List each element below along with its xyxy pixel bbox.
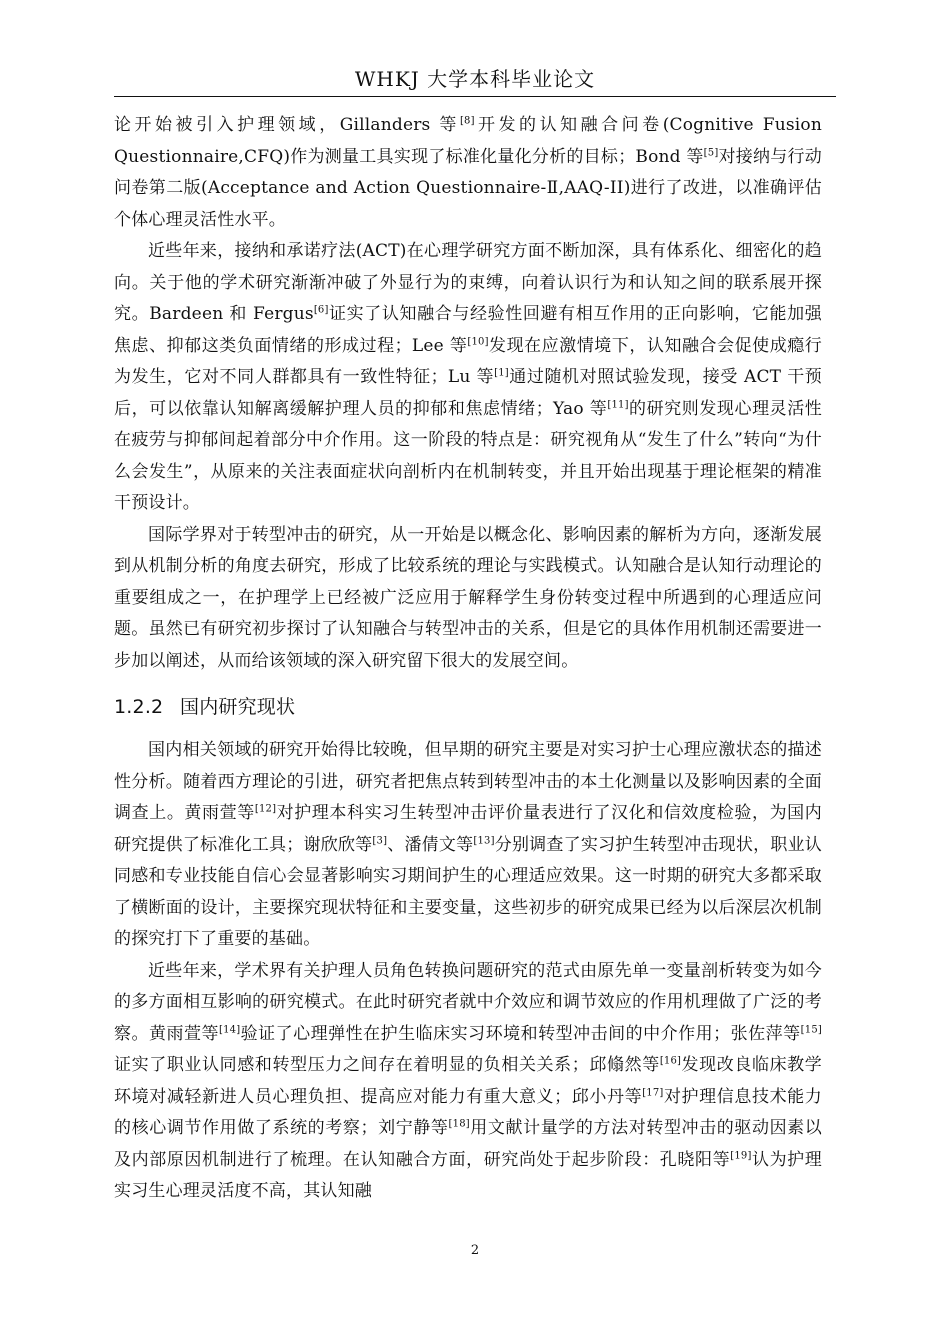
paragraph xyxy=(114,735,822,956)
citation-ref: [6] xyxy=(313,304,329,316)
section-heading xyxy=(114,692,822,722)
page-header xyxy=(114,62,836,97)
header-title: WHKJ 大学本科毕业论文 xyxy=(354,67,596,91)
citation-ref: [19] xyxy=(730,1149,752,1161)
text-run: 证实了认知融合与经验性回避有相互作用的正向影响，它能加强焦虑、抑郁这类负面情绪的形成过程；Lee 等 xyxy=(114,304,822,356)
paragraph xyxy=(114,236,822,520)
text-run: 的研究则发现心理灵活性在疲劳与抑郁间起着部分中介作用。这一阶段的特点是：研究视角从“发生了什么”转向“为什么会发生”，从原来的关注表面症状向剖析内在机制转变，并且开始出现基于理论框架的精准干预设计。 xyxy=(114,398,822,513)
text-run: 认为护理实习生心理灵活度不高，其认知融 xyxy=(114,1149,822,1201)
citation-ref: [3] xyxy=(372,834,388,846)
paragraph xyxy=(114,520,822,678)
text-run: 开发的认知融合问卷(Cognitive Fusion Questionnaire,CFQ)作为测量工具实现了标准化量化分析的目标；Bond 等 xyxy=(114,115,822,167)
citation-ref: [5] xyxy=(703,146,719,158)
citation-ref: [18] xyxy=(448,1118,470,1130)
citation-ref: [16] xyxy=(659,1055,682,1067)
citation-ref: [11] xyxy=(607,398,629,410)
text-run: 对护理本科实习生转型冲击评价量表进行了汉化和信效度检验，为国内研究提供了标准化工具；谢欣欣等 xyxy=(114,803,822,855)
text-run: 发现在应激情境下，认知融合会促使成瘾行为发生，它对不同人群都具有一致性特征；Lu 等 xyxy=(114,335,822,387)
citation-ref: [10] xyxy=(467,335,489,347)
citation-ref: [14] xyxy=(219,1023,241,1035)
text-run: 分别调查了实习护生转型冲击现状，职业认同感和专业技能自信心会显著影响实习期间护生的心理适应效果。这一时期的研究大多都采取了横断面的设计，主要探究现状特征和主要变量，这些初步的研究成果已经为以后深层次机制的探究打下了重要的基础。 xyxy=(114,834,823,949)
text-run: 国内相关领域的研究开始得比较晚，但早期的研究主要是对实习护士心理应激状态的描述性分析。随着西方理论的引进，研究者把焦点转到转型冲击的本土化测量以及影响因素的全面调查上。黄雨萱等 xyxy=(114,740,822,823)
text-run: 发现改良临床教学环境对减轻新进人员心理负担、提高应对能力有重大意义；邱小丹等 xyxy=(114,1055,822,1107)
text-run: 、潘倩文等 xyxy=(387,834,474,855)
citation-ref: [13] xyxy=(473,834,495,846)
text-run: 验证了心理弹性在护生临床实习环境和转型冲击间的中介作用；张佐萍等 xyxy=(240,1023,801,1044)
text-run: 通过随机对照试验发现，接受 ACT 干预后，可以依靠认知解离缓解护理人员的抑郁和焦虑情绪；Yao 等 xyxy=(114,367,822,419)
text-run: 近些年来，接纳和承诺疗法(ACT)在心理学研究方面不断加深，具有体系化、细密化的趋向。关于他的学术研究渐渐冲破了外显行为的束缚，向着认识行为和认知之间的联系展开探究。Bardeen 和 Fergus xyxy=(114,241,822,324)
main-text xyxy=(114,110,822,1208)
section-number: 1.2.2 xyxy=(114,696,164,718)
section-title: 国内研究现状 xyxy=(180,696,296,718)
text-run: 用文献计量学的方法对转型冲击的驱动因素以及内部原因机制进行了梳理。在认知融合方面，研究尚处于起步阶段：孔晓阳等 xyxy=(114,1118,822,1170)
text-run: 近些年来，学术界有关护理人员角色转换问题研究的范式由原先单一变量剖析转变为如今的多方面相互影响的研究模式。在此时研究者就中介效应和调节效应的作用机理做了广泛的考察。黄雨萱等 xyxy=(114,960,822,1044)
paragraph xyxy=(114,956,822,1208)
citation-ref: [17] xyxy=(642,1086,664,1098)
text-run: 对接纳与行动问卷第二版(Acceptance and Action Questionnaire-Ⅱ,AAQ-II)进行了改进，以准确评估个体心理灵活性水平。 xyxy=(114,146,822,230)
citation-ref: [12] xyxy=(254,803,277,815)
citation-ref: [8] xyxy=(459,115,475,127)
text-run: 国际学界对于转型冲击的研究，从一开始是以概念化、影响因素的解析为方向，逐渐发展到从机制分析的角度去研究，形成了比较系统的理论与实践模式。认知融合是认知行动理论的重要组成之一，在护理学上已经被广泛应用于解释学生身份转变过程中所遇到的心理适应问题。虽然已有研究初步探讨了认知融合与转型冲击的关系，但是它的具体作用机制还需要进一步加以阐述，从而给该领域的深入研究留下很大的发展空间。 xyxy=(114,524,822,671)
citation-ref: [1] xyxy=(494,367,509,379)
text-run: 证实了职业认同感和转型压力之间存在着明显的负相关关系；邱翛然等 xyxy=(114,1055,660,1075)
text-run: 对护理信息技术能力的核心调节作用做了系统的考察；刘宁静等 xyxy=(114,1086,822,1138)
citation-ref: [15] xyxy=(800,1023,822,1035)
page-number: 2 xyxy=(470,1243,480,1258)
paragraph xyxy=(114,110,822,236)
text-run: 论开始被引入护理领域，Gillanders 等 xyxy=(114,115,460,135)
